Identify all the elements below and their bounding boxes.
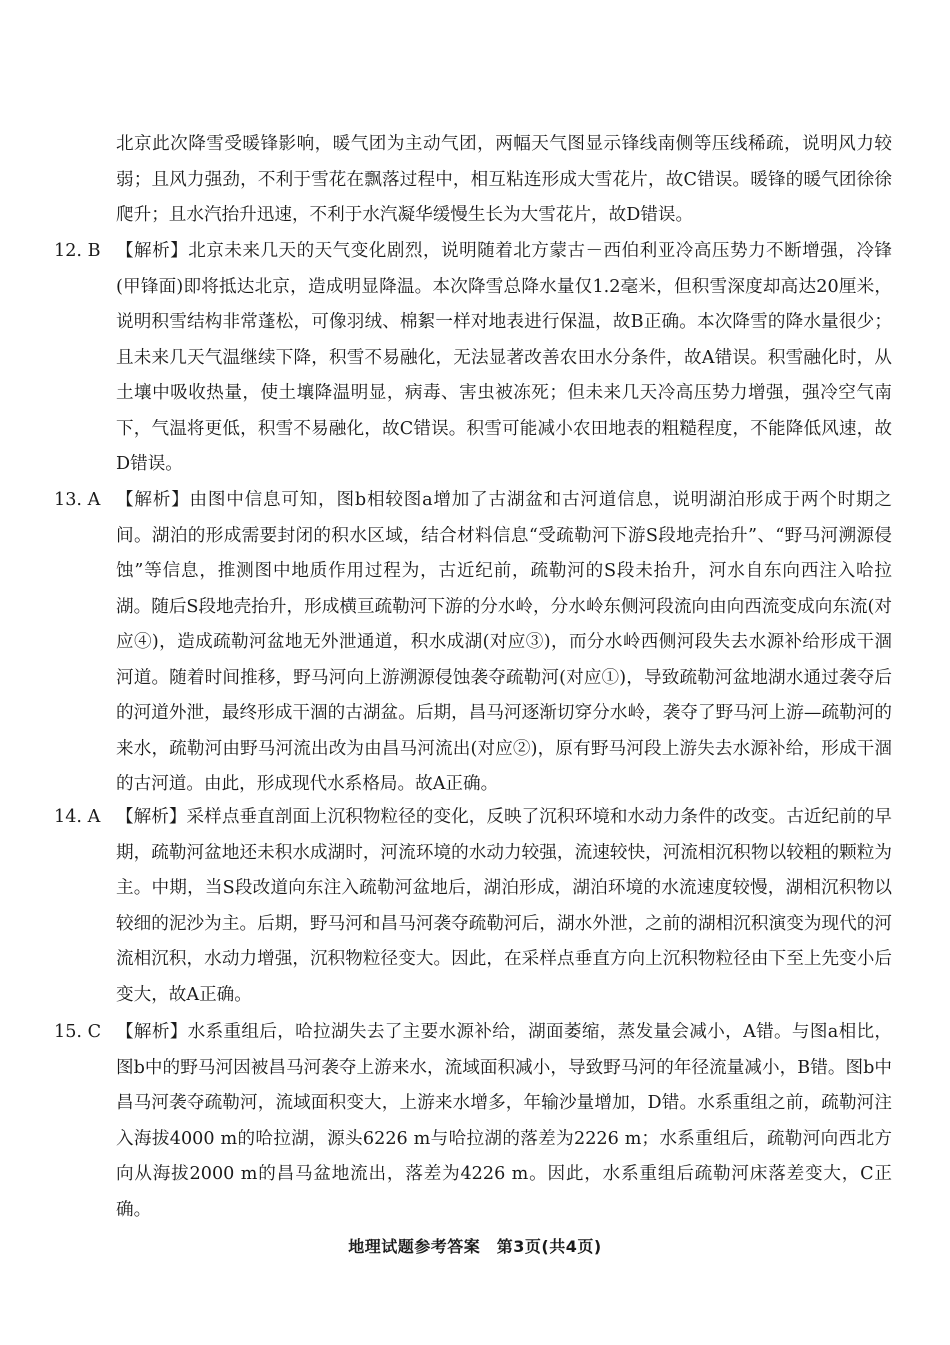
answer-explanation: 【解析】采样点垂直剖面上沉积物粒径的变化，反映了沉积环境和水动力条件的改变。古近纪前的早期，疏勒河盆地还未积水成湖时，河流环境的水动力较强，流速较快，河流相沉积物以较粗的颗粒为主。中期，当S段改道向东注入疏勒河盆地后，湖泊形成，湖泊环境的水流速度较慢，湖相沉积物以较细的泥沙为主。后期，野马河和昌马河袭夺疏勒河后，湖水外泄，之前的湖相沉积演变为现代的河流相沉积，水动力增强，沉积物粒径变大。因此，在采样点垂直方向上沉积物粒径由下至上先变小后变大，故A正确。 xyxy=(116,807,892,1005)
answer-number: 15. C xyxy=(54,1022,102,1042)
page-footer: 地理试题参考答案 第3页(共4页) xyxy=(348,1237,602,1256)
answer-item-15 xyxy=(54,1015,892,1228)
answer-explanation: 【解析】水系重组后，哈拉湖失去了主要水源补给，湖面萎缩，蒸发量会减小，A错。与图a相比，图b中的野马河因被昌马河袭夺上游来水，流域面积减小，导致野马河的年径流量减小，B错。图b中昌马河袭夺疏勒河，流域面积变大，上游来水增多，年输沙量增加，D错。水系重组之前，疏勒河注入海拔4000 m的哈拉湖，源头6226 m与哈拉湖的落差为2226 m；水系重组后，疏勒河向西北方向从海拔2000 m的昌马盆地流出，落差为4226 m。因此，水系重组后疏勒河床落差变大，C正确。 xyxy=(116,1022,892,1220)
answer-explanation: 【解析】北京未来几天的天气变化剧烈，说明随着北方蒙古－西伯利亚冷高压势力不断增强，冷锋(甲锋面)即将抵达北京，造成明显降温。本次降雪总降水量仅1.2毫米，但积雪深度却高达20厘米，说明积雪结构非常蓬松，可像羽绒、棉絮一样对地表进行保温，故B正确。本次降雪的降水量很少；且未来几天气温继续下降，积雪不易融化，无法显著改善农田水分条件，故A错误。积雪融化时，从土壤中吸收热量，使土壤降温明显，病毒、害虫被冻死；但未来几天冷高压势力增强，强冷空气南下，气温将更低，积雪不易融化，故C错误。积雪可能减小农田地表的粗糙程度，不能降低风速，故D错误。 xyxy=(116,241,892,474)
intro-paragraph: 北京此次降雪受暖锋影响，暖气团为主动气团，两幅天气图显示锋线南侧等压线稀疏，说明风力较弱；且风力强劲，不利于雪花在飘落过程中，相互粘连形成大雪花片，故C错误。暖锋的暖气团徐徐爬升；且水汽抬升迅速，不利于水汽凝华缓慢生长为大雪花片，故D错误。 xyxy=(116,134,892,225)
answer-item-14 xyxy=(54,800,892,1013)
answer-number: 13. A xyxy=(54,490,101,510)
answer-number: 12. B xyxy=(54,241,101,261)
answer-item-13 xyxy=(54,483,892,803)
answer-number: 14. A xyxy=(54,807,101,827)
answer-item-12 xyxy=(54,234,892,483)
answer-explanation: 【解析】由图中信息可知，图b相较图a增加了古湖盆和古河道信息，说明湖泊形成于两个时期之间。湖泊的形成需要封闭的积水区域，结合材料信息“受疏勒河下游S段地壳抬升”、“野马河溯源侵蚀”等信息，推测图中地质作用过程为，古近纪前，疏勒河的S段未抬升，河水自东向西注入哈拉湖。随后S段地壳抬升，形成横亘疏勒河下游的分水岭，分水岭东侧河段流向由向西流变成向东流(对应④)，造成疏勒河盆地无外泄通道，积水成湖(对应③)，而分水岭西侧河段失去水源补给形成干涸河道。随着时间推移，野马河向上游溯源侵蚀袭夺疏勒河(对应①)，导致疏勒河盆地湖水通过袭夺后的河道外泄，最终形成干涸的古湖盆。后期，昌马河逐渐切穿分水岭，袭夺了野马河上游—疏勒河的来水，疏勒河由野马河流出改为由昌马河流出(对应②)，原有野马河段上游失去水源补给，形成干涸的古河道。由此，形成现代水系格局。故A正确。 xyxy=(116,490,892,794)
